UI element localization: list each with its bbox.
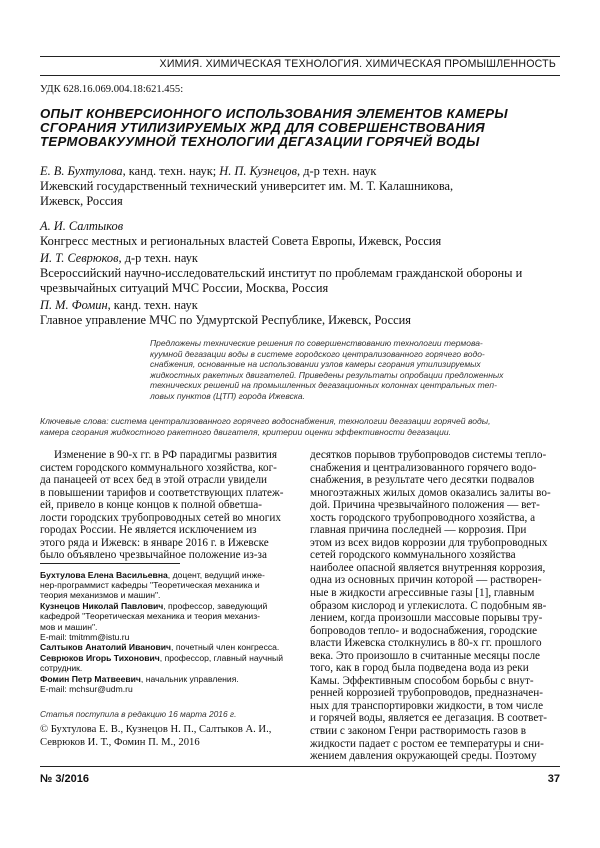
body-line: бопроводов тепло- и водоснабжения, городские bbox=[310, 624, 538, 637]
body-line: наиболее опасной является внутренняя коррозия, bbox=[310, 561, 546, 574]
title-line: ТЕРМОВАКУУМНОЙ ТЕХНОЛОГИИ ДЕГАЗАЦИИ ГОРЯЧЕЙ ВОДЫ bbox=[40, 134, 480, 150]
authors-block-2 bbox=[40, 219, 560, 249]
body-line: в повышении тарифов и соответствующих платеж- bbox=[40, 486, 284, 499]
body-line: жением давления окружающей среды. Поэтому bbox=[310, 750, 537, 763]
author-degree: , д-р техн. наук bbox=[118, 251, 198, 265]
author-degree: , д-р техн. наук bbox=[297, 164, 377, 178]
body-line: этом из всех видов коррозии для трубопроводных bbox=[310, 536, 548, 549]
note-text: кафедрой "Теоретическая механика и теория механиз- bbox=[40, 611, 261, 622]
body-line: было объявлено чрезвычайное положение из-за bbox=[40, 549, 267, 562]
affiliation: Ижевский государственный технический университет им. М. Т. Калашникова, bbox=[40, 179, 454, 193]
body-line: снабжения, в результате чего десятки подвалов bbox=[310, 474, 535, 487]
abstract-line: куумной дегазации воды в системе городского централизованного горячего водо- bbox=[150, 348, 485, 359]
copyright-line: Севрюков И. Т., Фомин П. М., 2016 bbox=[40, 736, 200, 748]
body-line: городах России. Не является исключением из bbox=[40, 524, 257, 537]
body-line: образом кислород и углекислота. С подобным яв- bbox=[310, 599, 547, 612]
body-line: власти Ижевска столкнулись в 80-х гг. прошлого bbox=[310, 637, 542, 650]
abstract-line: технических решений на промышленных дегазационных колоннах центральных теп- bbox=[150, 380, 497, 391]
body-line: сетей городского коммунального хозяйства bbox=[310, 549, 516, 562]
keywords-label: Ключевые слова bbox=[40, 416, 107, 426]
author-degree: , канд. техн. наук bbox=[107, 298, 198, 312]
body-right-column bbox=[310, 449, 560, 763]
abstract-line: ловых пунктов (ЦТП) города Ижевска. bbox=[150, 390, 305, 401]
body-line: лением, когда произошли массовые порывы тру- bbox=[310, 612, 543, 625]
affiliation: чрезвычайных ситуаций МЧС России, Москва, Россия bbox=[40, 281, 329, 295]
note-author-name: Кузнецов Николай Павлович bbox=[40, 601, 164, 612]
keywords-text: : система централизованного горячего водоснабжения, технологии дегазации горячей воды, bbox=[106, 416, 491, 426]
author-notes bbox=[40, 570, 290, 695]
note-text: нер-программист кафедры "Теоретическая механика и bbox=[40, 580, 260, 591]
affiliation: Главное управление МЧС по Удмуртской Республике, Ижевск, Россия bbox=[40, 313, 411, 327]
keywords-text: камера сгорания жидкостного ракетного двигателя, критерии оценки эффективности дегазации. bbox=[40, 426, 452, 437]
body-line: ные в жидкости агрессивные газы [1], главным bbox=[310, 587, 535, 600]
author-name: И. Т. Севрюков bbox=[40, 251, 119, 265]
received-date: Статья поступила в редакцию 16 марта 2016 г. bbox=[40, 709, 237, 719]
body-line: ствии с законом Генри растворимость газов в bbox=[310, 725, 527, 738]
affiliation: Всероссийский научно-исследовательский институт по проблемам гражданской обороны и bbox=[40, 266, 523, 280]
body-line: ных для транспортировки жидкости, в том числе bbox=[310, 699, 544, 712]
body-line: жидкости падает с ростом ее температуры и сни- bbox=[310, 737, 544, 750]
note-author-name: Фомин Петр Матвеевич bbox=[40, 674, 141, 685]
note-text: теория механизмов и машин". bbox=[40, 590, 161, 601]
body-line: систем городского коммунального хозяйства, ког- bbox=[40, 461, 277, 474]
note-author-name: Бухтулова Елена Васильевна bbox=[40, 570, 168, 580]
title-line: ОПЫТ КОНВЕРСИОННОГО ИСПОЛЬЗОВАНИЯ ЭЛЕМЕНТОВ КАМЕРЫ bbox=[40, 106, 508, 121]
udk-code: УДК 628.16.069.004.18:621.455: bbox=[40, 84, 184, 95]
title-line: СГОРАНИЯ УТИЛИЗИРУЕМЫХ ЖРД ДЛЯ СОВЕРШЕНСТВОВАНИЯ bbox=[40, 120, 485, 136]
authors-block-1 bbox=[40, 164, 560, 209]
body-line: главная причина последней — коррозия. При bbox=[310, 524, 527, 537]
note-author-name: Салтыков Анатолий Иванович bbox=[40, 642, 172, 653]
note-text: , профессор, заведующий bbox=[163, 601, 268, 612]
body-line: и горячей воды, является ее дегазация. В соответ- bbox=[310, 712, 547, 725]
abstract-line: Предложены технические решения по совершенствованию технологии термова- bbox=[150, 338, 483, 348]
body-line: этого ряда и Ижевск: в январе 2016 г. в Ижевске bbox=[40, 536, 269, 549]
copyright-line: © Бухтулова Е. В., Кузнецов Н. П., Салтыков А. И., bbox=[40, 724, 272, 735]
author-name: П. М. Фомин bbox=[40, 298, 108, 312]
body-line: дой. Причина чрезвычайного положения — вет- bbox=[310, 499, 540, 512]
note-text: мов и машин". bbox=[40, 621, 98, 632]
body-line: лости городских трубопроводных сетей во многих bbox=[40, 511, 281, 524]
body-left-column bbox=[40, 449, 290, 562]
body-line: одна из основных причин которой — растворен- bbox=[310, 574, 542, 587]
affiliation: Конгресс местных и региональных властей Совета Европы, Ижевск, Россия bbox=[40, 234, 442, 248]
body-line: ей, привело в конце концов к полной обветша- bbox=[40, 499, 262, 512]
abstract-line: снабжения, основанные на использовании узлов камеры сгорания утилизируемых bbox=[150, 359, 481, 370]
page-number: 37 bbox=[547, 773, 560, 785]
note-email: E-mail: tmitmm@istu.ru bbox=[40, 631, 130, 642]
author-degree: , канд. техн. наук; bbox=[122, 164, 220, 178]
affiliation: Ижевск, Россия bbox=[40, 194, 123, 208]
note-text: , доцент, ведущий инже- bbox=[167, 570, 265, 580]
authors-block-3 bbox=[40, 251, 560, 296]
authors-block-4 bbox=[40, 298, 560, 328]
footer-rule bbox=[40, 766, 560, 767]
body-line: Изменение в 90-х гг. в РФ парадигмы развития bbox=[54, 449, 278, 461]
body-line: да панацеей от всех бед в этой отрасли увидели bbox=[40, 474, 268, 487]
body-line: ренней коррозией трубопроводов, предназначен- bbox=[310, 687, 543, 700]
article-title bbox=[40, 107, 560, 150]
keywords bbox=[40, 416, 560, 438]
note-author-name: Севрюков Игорь Тихонович bbox=[40, 653, 160, 664]
body-line: века. Это произошло в считанные месяцы после bbox=[310, 649, 541, 662]
section-header: ХИМИЯ. ХИМИЧЕСКАЯ ТЕХНОЛОГИЯ. ХИМИЧЕСКАЯ ПРОМЫШЛЕННОСТЬ bbox=[159, 58, 556, 70]
note-text: сотрудник. bbox=[40, 663, 83, 674]
body-line: снабжения и централизованного горячего водо- bbox=[310, 461, 537, 474]
issue-number: № 3/2016 bbox=[40, 773, 89, 785]
note-text: , почетный член конгресса. bbox=[171, 642, 280, 653]
footnote-separator bbox=[40, 563, 180, 564]
abstract bbox=[150, 338, 556, 402]
body-line: десятков порывов трубопроводов системы тепло- bbox=[310, 449, 547, 461]
author-name: Н. П. Кузнецов bbox=[219, 164, 297, 178]
author-name: А. И. Салтыков bbox=[40, 219, 124, 233]
note-text: , профессор, главный научный bbox=[159, 653, 284, 664]
body-line: того, как в город была подведена вода из реки bbox=[310, 662, 529, 675]
author-name: Е. В. Бухтулова bbox=[40, 164, 123, 178]
body-line: хость городского трубопроводного хозяйства, а bbox=[310, 511, 536, 524]
note-text: , начальник управления. bbox=[140, 674, 239, 685]
abstract-line: жидкостных ракетных двигателей. Приведены результаты опробации предложенных bbox=[150, 369, 504, 380]
body-line: многоэтажных жилых домов оказались залиты во- bbox=[310, 486, 551, 499]
body-line: Камы. Эффективным способом борьбы с внут- bbox=[310, 674, 534, 687]
copyright bbox=[40, 724, 290, 749]
note-email: E-mail: mchsur@udm.ru bbox=[40, 684, 133, 695]
